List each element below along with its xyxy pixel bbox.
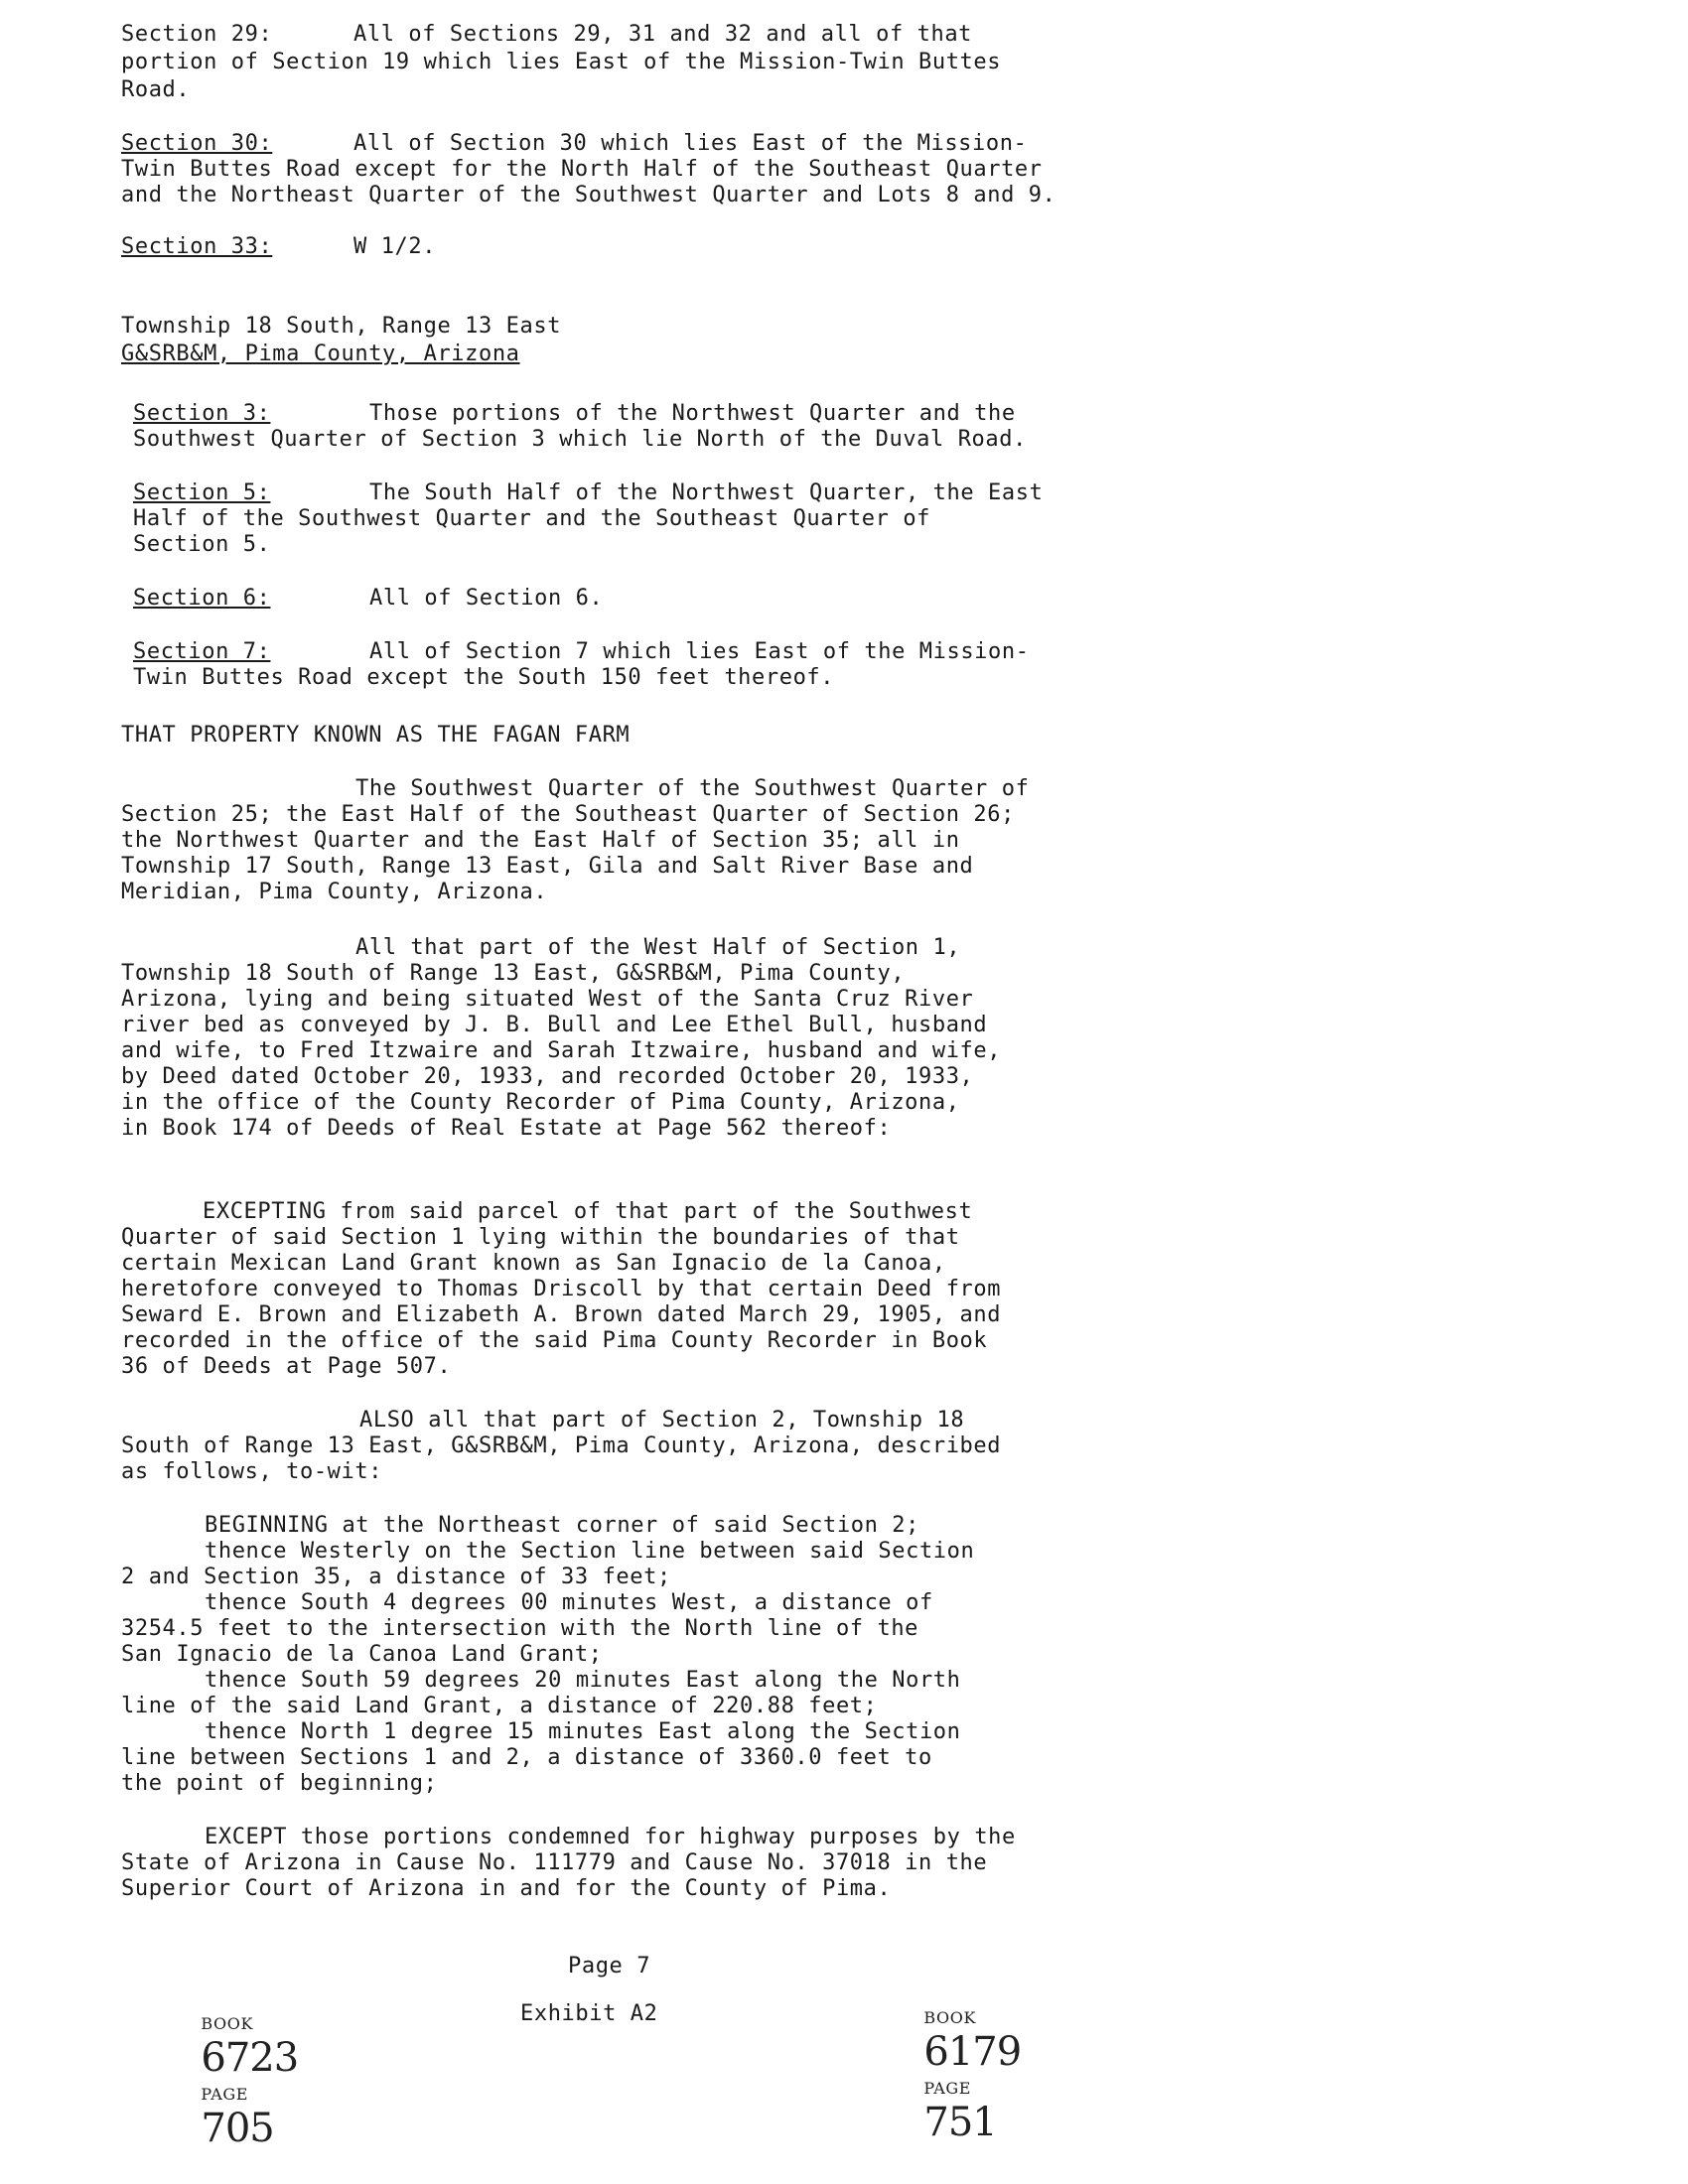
excepting-line-4: heretofore conveyed to Thomas Driscoll by that certain Deed from (121, 1277, 1002, 1301)
fagan-para-2-line-5: and wife, to Fred Itzwaire and Sarah Itzwaire, husband and wife, (121, 1038, 1002, 1063)
stamp-right-book-label: BOOK (923, 2008, 977, 2027)
section-33-label: Section 33: (121, 234, 273, 259)
fagan-para-1-line-2: Section 25; the East Half of the Southeast Quarter of Section 26; (121, 802, 1015, 827)
township-heading-line-1: Township 18 South, Range 13 East (121, 314, 562, 339)
beginning-line-7: thence South 59 degrees 20 minutes East along the North (205, 1668, 961, 1693)
section-3-label: Section 3: (133, 401, 271, 426)
fagan-para-2-line-6: by Deed dated October 20, 1933, and recorded October 20, 1933, (121, 1064, 974, 1089)
beginning-line-9: thence North 1 degree 15 minutes East along the Section (205, 1719, 961, 1744)
section-5-label: Section 5: (133, 480, 271, 505)
recording-stamp-left (171, 1985, 298, 2176)
section-29-line-3: Road. (121, 77, 191, 102)
section-7-line-1: All of Section 7 which lies East of the Mission- (369, 639, 1030, 664)
fagan-para-1-line-1: The Southwest Quarter of the Southwest Quarter of (355, 776, 1030, 801)
section-30-label: Section 30: (121, 131, 273, 156)
excepting-line-6: recorded in the office of the said Pima County Recorder in Book (121, 1328, 988, 1353)
fagan-para-1-line-3: the Northwest Quarter and the East Half of Section 35; all in (121, 828, 960, 853)
fagan-para-2-line-3: Arizona, lying and being situated West of the Santa Cruz River (121, 987, 974, 1012)
section-33-text: W 1/2. (353, 234, 437, 259)
section-6-line-1: All of Section 6. (369, 586, 604, 611)
section-3-line-2: Southwest Quarter of Section 3 which lie North of the Duval Road. (133, 427, 1027, 452)
stamp-right-page-number: 751 (923, 2100, 997, 2145)
section-5-line-3: Section 5. (133, 532, 271, 557)
excepting-line-1: EXCEPTING from said parcel of that part of the Southwest (203, 1199, 973, 1224)
section-6-label: Section 6: (133, 586, 271, 611)
also-line-1: ALSO all that part of Section 2, Township 18 (359, 1408, 965, 1433)
beginning-line-4: thence South 4 degrees 00 minutes West, a distance of (205, 1590, 933, 1615)
stamp-right-page-label: PAGE (923, 2079, 972, 2098)
except-line-1: EXCEPT those portions condemned for highway purposes by the (205, 1825, 1016, 1849)
section-30-line-2: Twin Buttes Road except for the North Half of the Southeast Quarter (121, 157, 1043, 182)
fagan-para-2-line-7: in the office of the County Recorder of Pima County, Arizona, (121, 1090, 960, 1115)
beginning-line-6: San Ignacio de la Canoa Land Grant; (121, 1642, 603, 1667)
beginning-line-3: 2 and Section 35, a distance of 33 feet; (121, 1565, 671, 1589)
section-7-line-2: Twin Buttes Road except the South 150 feet thereof. (133, 665, 835, 690)
fagan-para-2-line-2: Township 18 South of Range 13 East, G&SRB&M, Pima County, (121, 961, 906, 986)
section-29-line-1: All of Sections 29, 31 and 32 and all of that (353, 22, 973, 47)
beginning-line-11: the point of beginning; (121, 1771, 438, 1796)
also-line-2: South of Range 13 East, G&SRB&M, Pima County, Arizona, described (121, 1433, 1002, 1458)
beginning-line-2: thence Westerly on the Section line between said Section (205, 1539, 975, 1564)
except-line-2: State of Arizona in Cause No. 111779 and Cause No. 37018 in the (121, 1850, 988, 1875)
page-number: Page 7 (568, 1954, 651, 1979)
stamp-left-page-label: PAGE (201, 2085, 249, 2104)
also-line-3: as follows, to-wit: (121, 1459, 383, 1484)
excepting-line-5: Seward E. Brown and Elizabeth A. Brown dated March 29, 1905, and (121, 1302, 1002, 1327)
township-heading-line-2: G&SRB&M, Pima County, Arizona (121, 341, 520, 366)
recording-stamp-right (894, 1979, 1021, 2170)
section-29-line-2: portion of Section 19 which lies East of the Mission-Twin Buttes (121, 50, 1002, 74)
section-30-line-1: All of Section 30 which lies East of the Mission- (353, 131, 1028, 156)
exhibit-label: Exhibit A2 (520, 2001, 658, 2026)
section-3-line-1: Those portions of the Northwest Quarter and the (369, 401, 1016, 426)
beginning-line-8: line of the said Land Grant, a distance of 220.88 feet; (121, 1694, 878, 1718)
fagan-farm-heading: THAT PROPERTY KNOWN AS THE FAGAN FARM (121, 723, 631, 748)
excepting-line-3: certain Mexican Land Grant known as San Ignacio de la Canoa, (121, 1251, 946, 1276)
section-5-line-2: Half of the Southwest Quarter and the Southeast Quarter of (133, 506, 931, 531)
fagan-para-2-line-1: All that part of the West Half of Section 1, (355, 935, 961, 960)
fagan-para-2-line-8: in Book 174 of Deeds of Real Estate at Page 562 thereof: (121, 1116, 892, 1141)
beginning-line-10: line between Sections 1 and 2, a distance of 3360.0 feet to (121, 1745, 932, 1770)
excepting-line-7: 36 of Deeds at Page 507. (121, 1354, 452, 1379)
stamp-left-page-number: 705 (201, 2106, 274, 2151)
stamp-left-book-label: BOOK (201, 2014, 254, 2033)
section-29-label: Section 29: (121, 22, 273, 47)
section-5-line-1: The South Half of the Northwest Quarter, the East (369, 480, 1044, 505)
section-7-label: Section 7: (133, 639, 271, 664)
except-line-3: Superior Court of Arizona in and for the County of Pima. (121, 1876, 892, 1901)
fagan-para-1-line-4: Township 17 South, Range 13 East, Gila and Salt River Base and (121, 854, 974, 879)
excepting-line-2: Quarter of said Section 1 lying within the boundaries of that (121, 1225, 960, 1250)
fagan-para-2-line-4: river bed as conveyed by J. B. Bull and Lee Ethel Bull, husband (121, 1013, 988, 1037)
fagan-para-1-line-5: Meridian, Pima County, Arizona. (121, 880, 548, 904)
beginning-line-5: 3254.5 feet to the intersection with the North line of the (121, 1616, 919, 1641)
beginning-line-1: BEGINNING at the Northeast corner of said Section 2; (205, 1513, 919, 1538)
section-30-line-3: and the Northeast Quarter of the Southwest Quarter and Lots 8 and 9. (121, 183, 1056, 207)
stamp-left-book-number: 6723 (201, 2035, 299, 2081)
stamp-right-book-number: 6179 (923, 2029, 1022, 2075)
